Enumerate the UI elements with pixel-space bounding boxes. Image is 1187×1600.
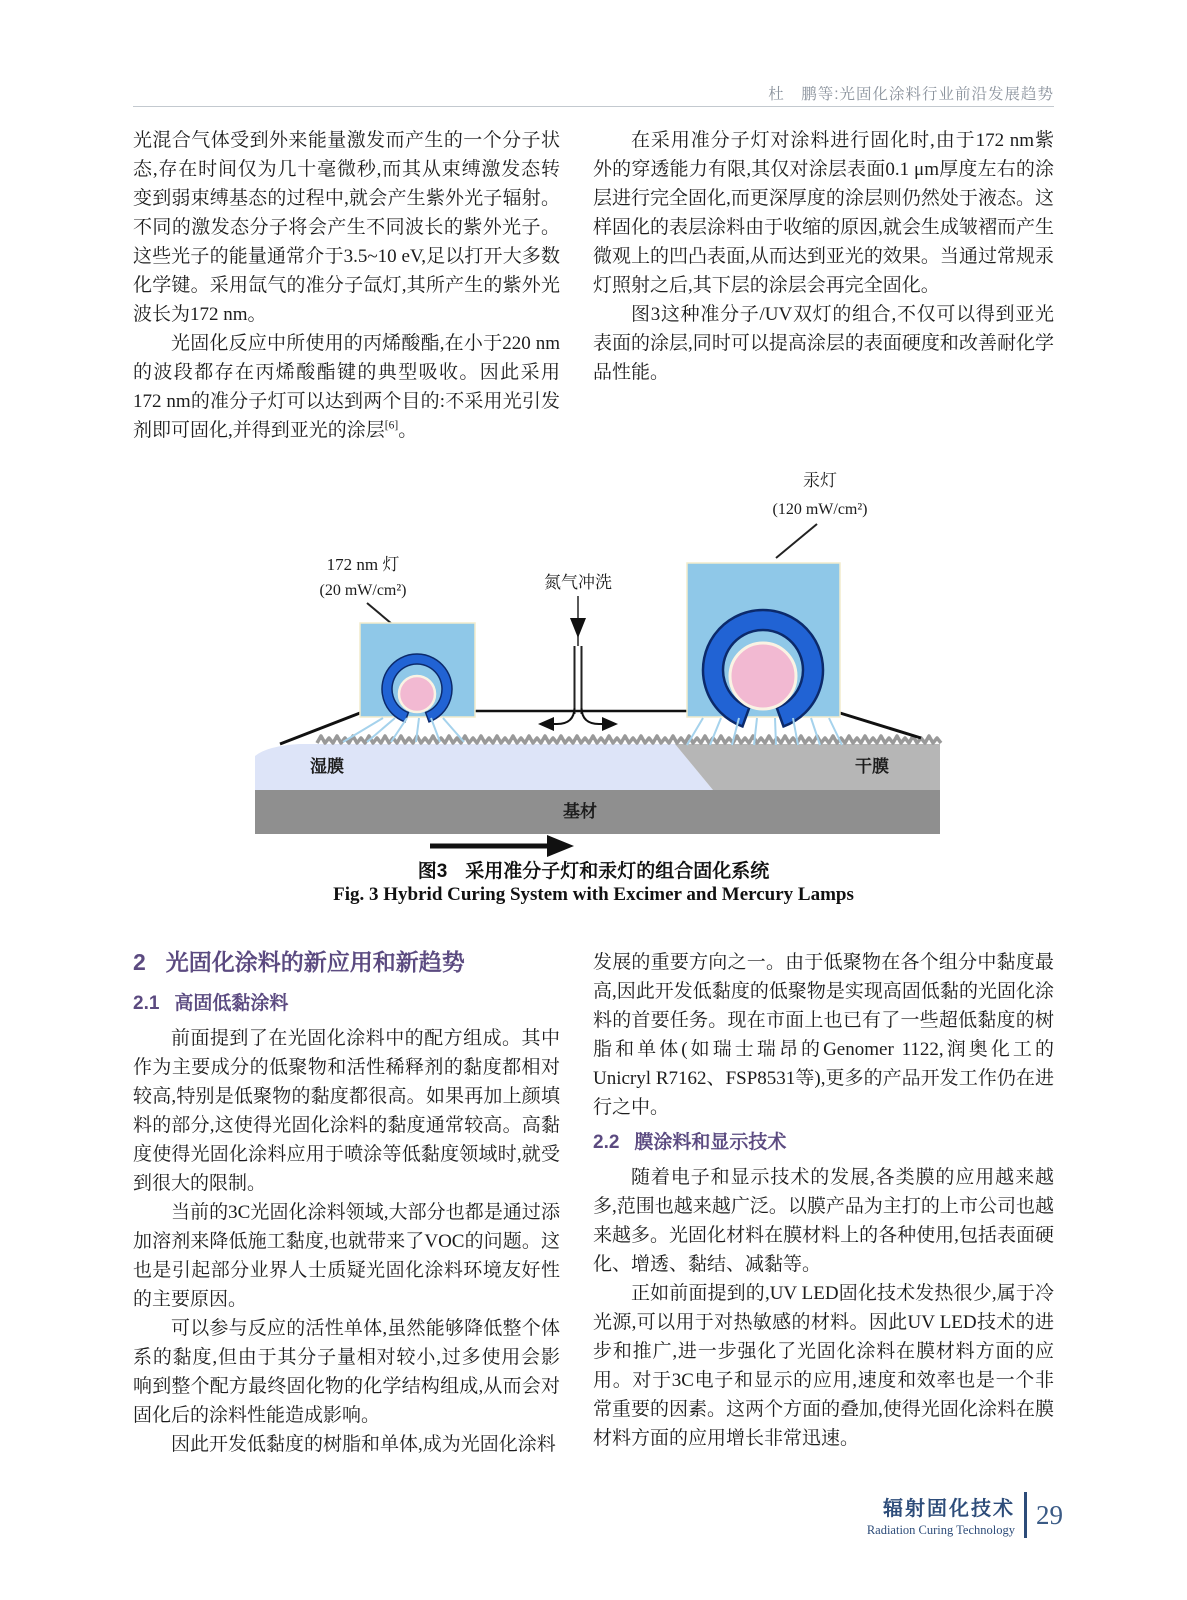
paragraph-text: 光固化反应中所使用的丙烯酸酯,在小于220 nm的波段都存在丙烯酸酯键的典型吸收。因此采用172 nm的准分子灯可以达到两个目的:不采用光引发剂即可固化,并得到亚光的涂层 — [133, 333, 560, 441]
figure-title-cn: 采用准分子灯和汞灯的组合固化系统 — [465, 861, 770, 882]
running-head: 杜 鹏等:光固化涂料行业前沿发展趋势 — [768, 86, 1054, 103]
subsection-number: 2.1 — [133, 993, 160, 1014]
mercury-lamp-power-label: (120 mW/cm²) — [772, 501, 868, 518]
paragraph: 随着电子和显示技术的发展,各类膜的应用越来越多,范围也越来越广泛。以膜产品为主打的上市公司也越来越多。光固化材料在膜材料上的各种使用,包括表面硬化、增透、黏结、减黏等。 — [593, 1167, 1054, 1275]
paragraph: 当前的3C光固化涂料领域,大部分也都是通过添加溶剂来降低施工黏度,也就带来了VOC的问题。这也是引起部分业界人士质疑光固化涂料环境友好性的主要原因。 — [133, 1202, 560, 1310]
journal-name-cn: 辐射固化技术 — [883, 1498, 1015, 1520]
paragraph: 光混合气体受到外来能量激发而产生的一个分子状态,存在时间仅为几十毫微秒,而其从束缚激发态转变到弱束缚基态的过程中,就会产生紫外光子辐射。不同的激发态分子将会产生不同波长的紫外光子。这些光子的能量通常介于3.5~10 eV,足以打开大多数化学键。采用氙气的准分子氙灯,其所产生的紫外光波长为172 nm。 — [133, 130, 560, 325]
nitrogen-purge — [538, 573, 618, 731]
paragraph-text: 。 — [398, 420, 418, 441]
excimer-lamp — [320, 555, 476, 742]
wrinkled-surface-line — [317, 736, 941, 743]
excimer-bulb — [399, 676, 435, 712]
paragraph: 在采用准分子灯对涂料进行固化时,由于172 nm紫外的穿透能力有限,其仅对涂层表面0.1 μm厚度左右的涂层进行完全固化,而更深厚度的涂层则仍然处于液态。这样固化的表层涂料由于收缩的原因,就会生成皱褶而产生微观上的凹凸表面,从而达到亚光的效果。当通过常规汞灯照射之后,其下层的涂层会再完全固化。 — [593, 130, 1054, 296]
right-support-line — [840, 713, 921, 738]
page-footer — [867, 1492, 1063, 1538]
column-top-left — [133, 126, 560, 445]
paragraph: 前面提到了在光固化涂料中的配方组成。其中作为主要成分的低聚物和活性稀释剂的黏度都相对较高,特别是低聚物的黏度都很高。如果再加上颜填料的部分,这使得光固化涂料的黏度通常较高。高黏度使得光固化涂料应用于喷涂等低黏度领域时,就受到很大的限制。 — [133, 1028, 560, 1194]
dry-film-label: 干膜 — [855, 757, 889, 776]
paragraph — [133, 329, 560, 445]
paragraph: 因此开发低黏度的树脂和单体,成为光固化涂料 — [171, 1434, 556, 1455]
mercury-lamp-label: 汞灯 — [803, 471, 837, 490]
section-heading — [133, 948, 560, 977]
wet-film-label: 湿膜 — [310, 757, 344, 776]
reference-marker: [6] — [384, 419, 399, 432]
subsection-title: 高固低黏涂料 — [174, 993, 289, 1014]
column-bottom-right — [593, 948, 1054, 1453]
paragraph: 图3这种准分子/UV双灯的组合,不仅可以得到亚光表面的涂层,同时可以提高涂层的表面硬度和改善耐化学品性能。 — [593, 304, 1054, 383]
paragraph: 发展的重要方向之一。由于低聚物在各个组分中黏度最高,因此开发低黏度的低聚物是实现高固低黏的光固化涂料的首要任务。现在市面上也已有了一些超低黏度的树脂和单体(如瑞士瑞昂的Genomer 1122,润奥化工的Unicryl R7162、FSP8531等),更多的产品开发工作仍在进行之中。 — [593, 952, 1054, 1118]
hybrid-curing-diagram — [235, 458, 965, 858]
figure-caption-en: Fig. 3 Hybrid Curing System with Excimer and Mercury Lamps — [333, 884, 854, 905]
page-number: 29 — [1036, 1499, 1063, 1530]
journal-name-en: Radiation Curing Technology — [866, 1523, 1015, 1537]
mercury-lamp — [687, 471, 868, 745]
mercury-bulb — [730, 643, 796, 709]
flow-left-arrowhead — [538, 717, 554, 731]
subsection-heading-2-1 — [133, 989, 560, 1018]
figure-caption-cn — [133, 856, 1054, 883]
subsection-title: 膜涂料和显示技术 — [634, 1132, 787, 1153]
dry-film-shape — [675, 744, 940, 790]
figure-3 — [235, 458, 965, 858]
section-title: 光固化涂料的新应用和新趋势 — [165, 949, 465, 975]
column-top-right — [593, 126, 1054, 387]
figure-number-cn: 图3 — [417, 861, 448, 882]
journal-name-block — [867, 1492, 1015, 1538]
paragraph: 正如前面提到的,UV LED固化技术发热很少,属于冷光源,可以用于对热敏感的材料。因此UV LED技术的进步和推广,进一步强化了光固化涂料在膜材料方面的应用。对于3C电子和显示的应用,速度和效率也是一个非常重要的因素。这两个方面的叠加,使得光固化涂料在膜材料方面的应用增长非常迅速。 — [593, 1283, 1054, 1449]
footer-divider — [1024, 1492, 1027, 1538]
nitrogen-down-arrowhead — [570, 618, 586, 638]
excimer-lamp-label: 172 nm 灯 — [326, 555, 400, 574]
direction-arrow — [430, 835, 574, 857]
substrate-label: 基材 — [563, 802, 597, 821]
paragraph: 可以参与反应的活性单体,虽然能够降低整个体系的黏度,但由于其分子量相对较小,过多使用会影响到整个配方最终固化物的化学结构组成,从而会对固化后的涂料性能造成影响。 — [133, 1318, 560, 1426]
section-number: 2 — [133, 949, 146, 975]
substrate-shape — [255, 790, 940, 834]
column-bottom-left — [133, 944, 560, 1459]
header-rule — [133, 106, 1054, 107]
excimer-lamp-power-label: (20 mW/cm²) — [319, 582, 407, 599]
subsection-heading-2-2 — [593, 1128, 1054, 1157]
flow-right-arrowhead — [602, 717, 618, 731]
excimer-callout-line — [367, 603, 392, 624]
nitrogen-purge-label: 氮气冲洗 — [544, 573, 612, 592]
subsection-number: 2.2 — [593, 1132, 620, 1153]
mercury-callout-line — [776, 524, 817, 558]
film-stack — [255, 736, 941, 834]
